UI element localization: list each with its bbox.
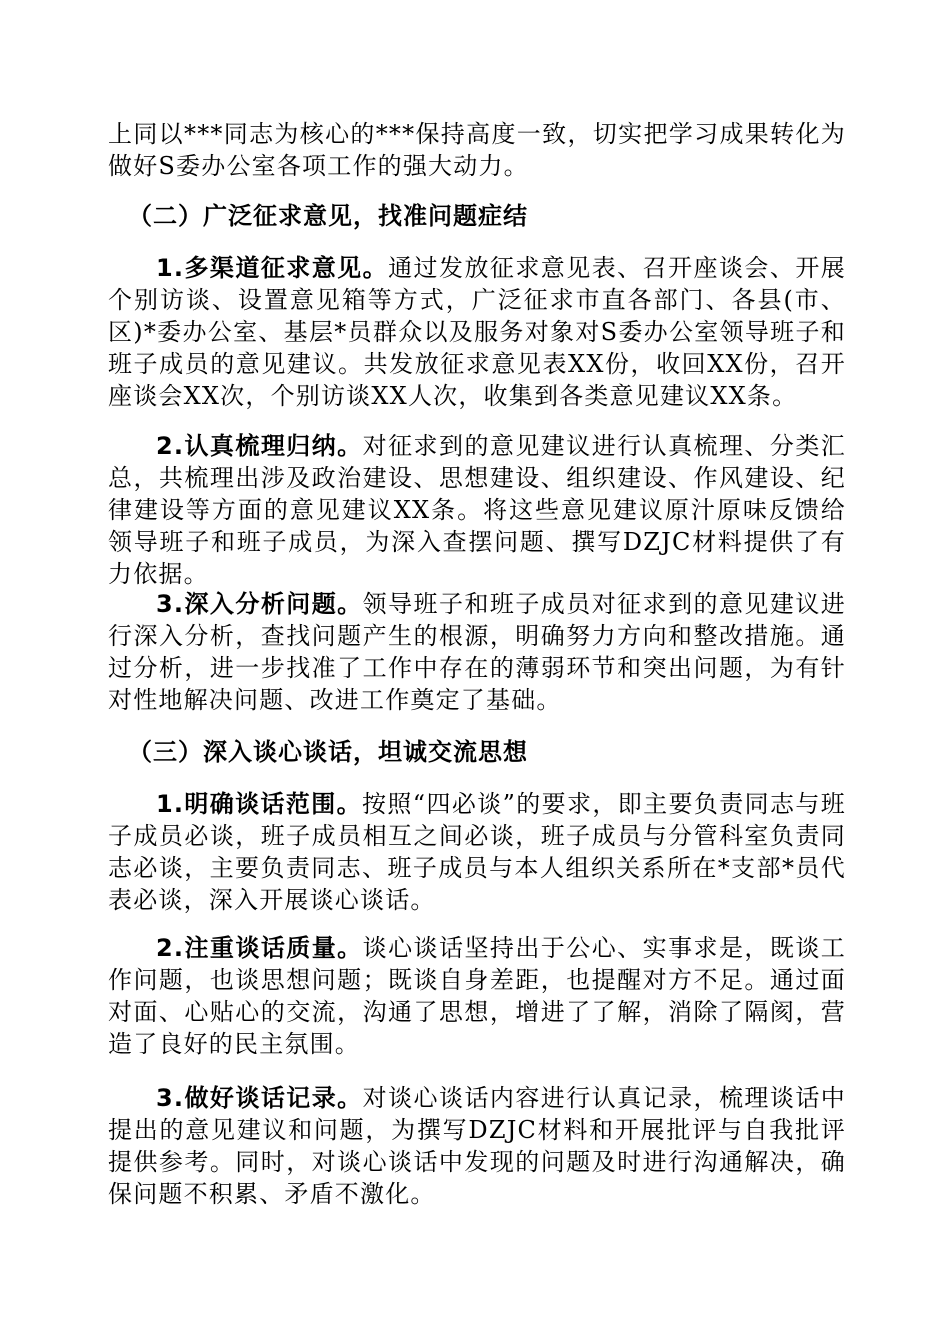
section-2-item-3	[108, 588, 846, 716]
continuation-paragraph: 上同以***同志为核心的***保持高度一致，切实把学习成果转化为做好S委办公室各项工作的强大动力。	[108, 120, 846, 180]
item-lead: 2.注重谈话质量。	[156, 934, 363, 962]
section-3-item-2	[108, 932, 846, 1060]
section-2-item-1	[108, 252, 846, 412]
item-body: 按照“四必谈”的要求，即主要负责同志与班子成员必谈，班子成员相互之间必谈，班子成员与分管科室负责同志必谈，主要负责同志、班子成员与本人组织关系所在*支部*员代表必谈，深入开展谈心谈话。	[108, 790, 846, 914]
item-lead: 3.深入分析问题。	[156, 590, 363, 618]
item-lead: 2.认真梳理归纳。	[156, 432, 363, 460]
section-2-heading: （二）广泛征求意见，找准问题症结	[128, 202, 528, 230]
item-lead: 1.多渠道征求意见。	[156, 254, 389, 282]
item-body: 领导班子和班子成员对征求到的意见建议进行深入分析，查找问题产生的根源，明确努力方向和整改措施。通过分析，进一步找准了工作中存在的薄弱环节和突出问题，为有针对性地解决问题、改进工作奠定了基础。	[108, 590, 846, 714]
section-3-heading: （三）深入谈心谈话，坦诚交流思想	[128, 738, 528, 766]
item-body: 对谈心谈话内容进行认真记录，梳理谈话中提出的意见建议和问题，为撰写DZJC材料和开展批评与自我批评提供参考。同时，对谈心谈话中发现的问题及时进行沟通解决，确保问题不积累、矛盾不激化。	[108, 1084, 846, 1208]
item-body: 谈心谈话坚持出于公心、实事求是，既谈工作问题，也谈思想问题；既谈自身差距，也提醒对方不足。通过面对面、心贴心的交流，沟通了思想，增进了了解，消除了隔阂，营造了良好的民主氛围。	[108, 934, 846, 1058]
item-lead: 1.明确谈话范围。	[156, 790, 363, 818]
section-3-item-3	[108, 1082, 846, 1210]
item-body: 通过发放征求意见表、召开座谈会、开展个别访谈、设置意见箱等方式，广泛征求市直各部门、各县(市、区)*委办公室、基层*员群众以及服务对象对S委办公室领导班子和班子成员的意见建议。共发放征求意见表XX份，收回XX份，召开座谈会XX次，个别访谈XX人次，收集到各类意见建议XX条。	[108, 254, 846, 410]
item-body: 对征求到的意见建议进行认真梳理、分类汇总，共梳理出涉及政治建设、思想建设、组织建设、作风建设、纪律建设等方面的意见建议XX条。将这些意见建议原汁原味反馈给领导班子和班子成员，为深入查摆问题、撰写DZJC材料提供了有力依据。	[108, 432, 846, 588]
section-2-item-2	[108, 430, 846, 590]
section-3-item-1	[108, 788, 846, 916]
item-lead: 3.做好谈话记录。	[156, 1084, 363, 1112]
